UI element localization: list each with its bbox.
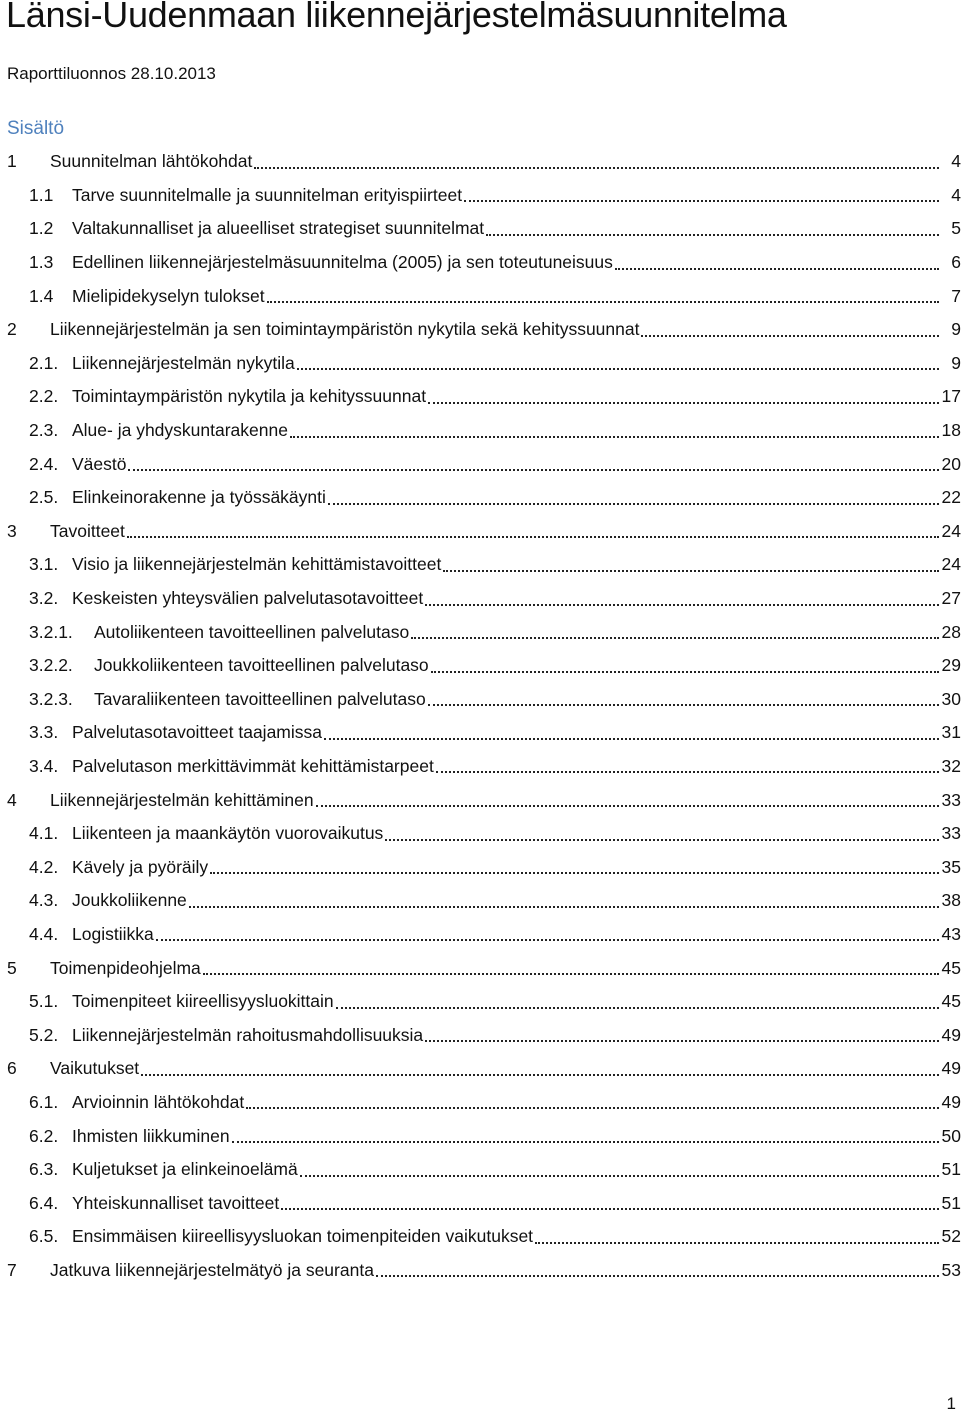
toc-entry[interactable] [7,515,961,549]
toc-entry-label: Jatkuva liikennejärjestelmätyö ja seuranta [50,1259,374,1280]
toc-entry-page: 5 [951,218,961,239]
toc-entry-number: 3.2.3. [29,688,73,709]
toc-entry-number: 2.3. [29,420,59,441]
toc-dot-leader [328,503,939,505]
toc-entry-label: Autoliikenteen tavoitteellinen palvelutaso [94,621,410,642]
toc-entry[interactable] [7,145,961,179]
document-title: Länsi-Uudenmaan liikennejärjestelmäsuunnitelma [6,0,787,35]
toc-entry[interactable] [7,850,961,884]
toc-entry-page: 52 [941,1226,961,1247]
toc-dot-leader [336,1007,939,1009]
toc-entry[interactable] [7,347,961,381]
toc-dot-leader [464,200,939,202]
toc-entry-label: Suunnitelman lähtökohdat [50,151,253,172]
toc-entry-label: Liikennejärjestelmän rahoitusmahdollisuuksia [72,1024,424,1045]
toc-entry-label: Joukkoliikenne [72,890,187,911]
toc-entry-label: Toimenpiteet kiireellisyysluokittain [72,991,334,1012]
toc-entry-page: 32 [941,755,961,776]
toc-dot-leader [443,570,939,572]
toc-entry[interactable] [7,951,961,985]
toc-entry-page: 28 [941,621,961,642]
toc-entry-number: 4.3. [29,890,59,911]
toc-dot-leader [436,771,939,773]
toc-entry-page: 29 [941,655,961,676]
toc-entry-number: 6.5. [29,1226,59,1247]
toc-dot-leader [411,637,939,639]
toc-entry-label: Toimintaympäristön nykytila ja kehityssuunnat [72,386,427,407]
toc-entry-page: 7 [951,285,961,306]
toc-entry-page: 6 [951,252,961,273]
toc-entry-label: Joukkoliikenteen tavoitteellinen palvelutaso [94,655,429,676]
toc-entry-page: 35 [941,856,961,877]
toc-entry-label: Valtakunnalliset ja alueelliset strategiset suunnitelmat [72,218,485,239]
toc-entry-label: Elinkeinorakenne ja työssäkäynti [72,487,326,508]
toc-entry-number: 1.3 [29,252,54,273]
toc-entry[interactable] [7,179,961,213]
toc-entry[interactable] [7,481,961,515]
toc-dot-leader [324,738,939,740]
toc-entry[interactable] [7,750,961,784]
toc-entry-label: Ensimmäisen kiireellisyysluokan toimenpiteiden vaikutukset [72,1226,534,1247]
toc-entry-label: Kävely ja pyöräily [72,856,209,877]
toc-entry-page: 18 [941,420,961,441]
toc-dot-leader [535,1242,939,1244]
toc-entry-label: Liikennejärjestelmän nykytila [72,352,295,373]
toc-entry[interactable] [7,985,961,1019]
toc-entry[interactable] [7,683,961,717]
toc-entry-label: Liikenteen ja maankäytön vuorovaikutus [72,823,384,844]
toc-dot-leader [316,805,939,807]
toc-entry[interactable] [7,582,961,616]
toc-entry-number: 6.1. [29,1091,59,1112]
toc-entry-page: 17 [941,386,961,407]
toc-entry[interactable] [7,380,961,414]
toc-dot-leader [127,536,939,538]
toc-entry[interactable] [7,246,961,280]
toc-entry[interactable] [7,1254,961,1288]
toc-dot-leader [141,1074,939,1076]
toc-entry-page: 27 [941,588,961,609]
toc-dot-leader [641,335,939,337]
toc-entry-page: 30 [941,688,961,709]
toc-entry[interactable] [7,1086,961,1120]
toc-entry[interactable] [7,783,961,817]
toc-entry[interactable] [7,1018,961,1052]
toc-entry[interactable] [7,918,961,952]
toc-entry[interactable] [7,817,961,851]
toc-entry-number: 2 [7,319,17,340]
toc-entry-number: 4.2. [29,856,59,877]
toc-entry-label: Edellinen liikennejärjestelmäsuunnitelma (2005) ja sen toteutuneisuus [72,252,613,273]
table-of-contents [7,145,961,1287]
toc-dot-leader [425,604,939,606]
toc-heading: Sisältö [7,118,65,139]
toc-dot-leader [425,1040,939,1042]
toc-entry[interactable] [7,716,961,750]
toc-entry-label: Tarve suunnitelmalle ja suunnitelman erityispiirteet [72,184,463,205]
toc-entry-number: 4.1. [29,823,59,844]
toc-entry-number: 6.4. [29,1192,59,1213]
toc-entry[interactable] [7,548,961,582]
toc-entry-number: 5 [7,957,17,978]
toc-entry-number: 6.2. [29,1125,59,1146]
toc-entry-label: Mielipidekyselyn tulokset [72,285,265,306]
toc-entry-number: 5.2. [29,1024,59,1045]
document-subtitle: Raporttiluonnos 28.10.2013 [7,64,216,83]
toc-entry[interactable] [7,1186,961,1220]
toc-dot-leader [431,671,939,673]
toc-dot-leader [428,704,939,706]
toc-entry-page: 9 [951,352,961,373]
toc-entry-label: Väestö [72,453,127,474]
toc-entry[interactable] [7,1153,961,1187]
toc-entry-number: 2.4. [29,453,59,474]
toc-entry-page: 31 [941,722,961,743]
toc-entry-number: 6.3. [29,1159,59,1180]
toc-dot-leader [615,268,939,270]
toc-entry-label: Tavoitteet [50,520,125,541]
toc-dot-leader [232,1141,939,1143]
toc-entry[interactable] [7,615,961,649]
toc-entry[interactable] [7,1052,961,1086]
toc-entry[interactable] [7,279,961,313]
toc-entry-label: Liikennejärjestelmän kehittäminen [50,789,314,810]
toc-entry-label: Palvelutason merkittävimmät kehittämistarpeet [72,755,434,776]
toc-entry-page: 49 [941,1024,961,1045]
toc-entry-label: Yhteiskunnalliset tavoitteet [72,1192,280,1213]
toc-entry[interactable] [7,414,961,448]
toc-entry-label: Ihmisten liikkuminen [72,1125,230,1146]
page-number: 1 [946,1394,956,1413]
toc-dot-leader [290,436,939,438]
toc-entry[interactable] [7,1119,961,1153]
toc-entry-number: 3.3. [29,722,59,743]
toc-entry-number: 1 [7,151,17,172]
toc-entry-page: 51 [941,1159,961,1180]
toc-entry-label: Kuljetukset ja elinkeinoelämä [72,1159,298,1180]
toc-entry[interactable] [7,313,961,347]
toc-entry-number: 2.5. [29,487,59,508]
toc-entry-number: 3.2.1. [29,621,73,642]
toc-entry[interactable] [7,447,961,481]
toc-entry-page: 22 [941,487,961,508]
toc-dot-leader [486,234,939,236]
toc-entry-number: 3 [7,520,17,541]
toc-entry-number: 1.4 [29,285,54,306]
toc-entry[interactable] [7,884,961,918]
toc-entry[interactable] [7,649,961,683]
toc-entry[interactable] [7,1220,961,1254]
toc-entry-label: Logistiikka [72,923,154,944]
toc-entry-page: 33 [941,789,961,810]
toc-entry-page: 38 [941,890,961,911]
toc-entry[interactable] [7,212,961,246]
toc-dot-leader [376,1275,939,1277]
toc-entry-page: 20 [941,453,961,474]
toc-entry-label: Arvioinnin lähtökohdat [72,1091,245,1112]
toc-entry-label: Tavaraliikenteen tavoitteellinen palvelutaso [94,688,426,709]
toc-entry-number: 2.2. [29,386,59,407]
toc-entry-page: 50 [941,1125,961,1146]
toc-entry-page: 33 [941,823,961,844]
toc-entry-page: 9 [951,319,961,340]
toc-dot-leader [300,1175,939,1177]
toc-entry-number: 5.1. [29,991,59,1012]
toc-entry-page: 45 [941,991,961,1012]
toc-dot-leader [210,872,939,874]
toc-dot-leader [203,973,939,975]
toc-entry-number: 1.1 [29,184,54,205]
toc-dot-leader [246,1107,939,1109]
toc-entry-number: 6 [7,1058,17,1079]
toc-entry-number: 4 [7,789,17,810]
toc-entry-label: Toimenpideohjelma [50,957,201,978]
toc-entry-label: Vaikutukset [50,1058,140,1079]
toc-entry-page: 24 [941,520,961,541]
toc-entry-number: 3.2.2. [29,655,73,676]
toc-entry-label: Liikennejärjestelmän ja sen toimintaympäristön nykytila sekä kehityssuunnat [50,319,640,340]
toc-entry-page: 49 [941,1058,961,1079]
toc-entry-number: 3.4. [29,755,59,776]
toc-entry-number: 3.2. [29,588,59,609]
toc-entry-label: Palvelutasotavoitteet taajamissa [72,722,322,743]
toc-dot-leader [281,1208,939,1210]
toc-entry-page: 24 [941,554,961,575]
toc-entry-page: 45 [941,957,961,978]
toc-entry-page: 49 [941,1091,961,1112]
toc-dot-leader [267,301,939,303]
toc-entry-page: 51 [941,1192,961,1213]
toc-entry-number: 7 [7,1259,17,1280]
toc-dot-leader [297,368,939,370]
toc-entry-number: 4.4. [29,923,59,944]
toc-entry-label: Visio ja liikennejärjestelmän kehittämistavoitteet [72,554,442,575]
toc-entry-page: 43 [941,923,961,944]
toc-dot-leader [428,402,939,404]
toc-dot-leader [385,839,939,841]
toc-entry-number: 2.1. [29,352,59,373]
toc-entry-page: 4 [951,151,961,172]
toc-entry-page: 4 [951,184,961,205]
toc-entry-label: Alue- ja yhdyskuntarakenne [72,420,288,441]
toc-entry-number: 3.1. [29,554,59,575]
toc-dot-leader [128,469,939,471]
toc-entry-page: 53 [941,1259,961,1280]
toc-dot-leader [189,906,939,908]
toc-dot-leader [254,167,939,169]
toc-entry-label: Keskeisten yhteysvälien palvelutasotavoitteet [72,588,424,609]
toc-entry-number: 1.2 [29,218,54,239]
toc-dot-leader [156,939,939,941]
